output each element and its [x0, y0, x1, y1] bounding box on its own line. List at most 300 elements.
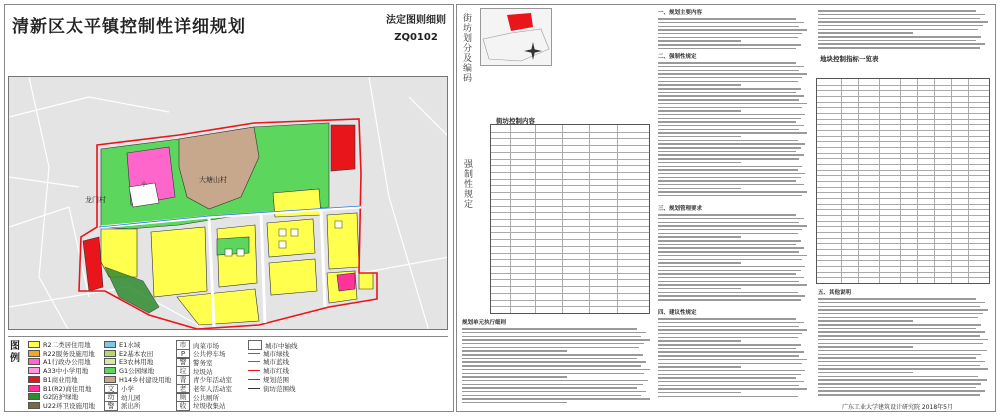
- table-row-line: [817, 272, 989, 273]
- map-legend: [8, 336, 448, 411]
- text-line: [658, 84, 741, 85]
- text-line: [658, 374, 801, 375]
- table-row-line: [817, 255, 989, 256]
- table-row-line: [817, 277, 989, 278]
- text-line: [658, 77, 802, 78]
- text-line: [462, 354, 643, 355]
- text-line: [818, 14, 985, 15]
- subtitle-box: [385, 12, 447, 46]
- text-block-top-right: [818, 8, 990, 50]
- legend-label: H14乡村建设用地: [119, 375, 172, 384]
- key-map-highlight: [507, 13, 533, 31]
- legend-symbol-icon: 警: [104, 401, 118, 411]
- table-row-line: [491, 286, 649, 287]
- text-line: [818, 365, 980, 366]
- text-line: [658, 33, 802, 34]
- text-line: [658, 273, 796, 274]
- table-row-line: [817, 181, 989, 182]
- text-line: [658, 370, 805, 371]
- table-row-line: [491, 145, 649, 146]
- text-line: [658, 292, 798, 293]
- text-line: [658, 48, 796, 49]
- text-line: [658, 140, 798, 141]
- text-line: [818, 368, 988, 369]
- legend-swatch: [28, 367, 40, 374]
- table-row-line: [491, 253, 649, 254]
- text-line: [818, 306, 980, 307]
- legend-label: 城市红线: [263, 367, 289, 376]
- legend-swatch: [28, 402, 40, 409]
- right-table-title: 地块控制指标一览表: [820, 55, 879, 63]
- text-line: [658, 344, 801, 345]
- text-line: [658, 225, 807, 226]
- legend-label: G1公园绿地: [119, 367, 155, 376]
- text-line: [658, 99, 799, 100]
- text-line: [818, 328, 976, 329]
- legend-label: E1水域: [119, 341, 141, 349]
- table-row-line: [491, 138, 649, 139]
- table-col-line: [510, 125, 511, 313]
- legend-item: [176, 401, 226, 411]
- legend-swatch: [28, 350, 40, 357]
- text-line: [818, 309, 988, 310]
- legend-label: R22服务设施用地: [43, 349, 95, 358]
- text-line: [818, 346, 913, 347]
- text-line: [658, 129, 799, 130]
- text-line: [658, 173, 805, 174]
- text-line: [818, 361, 985, 362]
- text-line: [462, 365, 641, 366]
- table-col-line: [951, 79, 952, 283]
- legend-title: 图例: [10, 341, 20, 364]
- table-row-line: [817, 260, 989, 261]
- table-row-line: [491, 226, 649, 227]
- table-row-line: [817, 119, 989, 120]
- text-line: [818, 317, 978, 318]
- section-heading-2: 二、强制性规定: [658, 54, 697, 60]
- legend-item: [248, 357, 289, 366]
- legend-swatch: [28, 393, 40, 400]
- legend-item: [28, 401, 95, 410]
- text-line: [658, 177, 801, 178]
- text-line: [658, 125, 804, 126]
- text-line: [658, 88, 801, 89]
- symbol-kindergarten-icon: [237, 249, 244, 256]
- text-line: [818, 354, 981, 355]
- symbol-market-icon: [279, 229, 286, 236]
- legend-label: E3农林用地: [119, 358, 154, 367]
- legend-label: R2二类居住用地: [43, 341, 91, 349]
- text-line: [818, 21, 988, 22]
- text-line: [818, 324, 981, 325]
- legend-swatch: [28, 376, 40, 383]
- land-use-map: [8, 76, 448, 330]
- legend-label: 派出所: [121, 402, 141, 411]
- legend-label: A33中小学用地: [43, 367, 89, 376]
- legend-item: [248, 375, 289, 384]
- text-line: [462, 336, 641, 337]
- table-row-line: [491, 165, 649, 166]
- text-line: [658, 222, 799, 223]
- table-row-line: [817, 141, 989, 142]
- text-line: [462, 328, 637, 329]
- legend-item: [28, 366, 88, 375]
- legend-label: 街坊范围线: [263, 384, 296, 393]
- legend-symbol-icon: 厕: [176, 392, 190, 402]
- text-line: [818, 390, 985, 391]
- table-col-line: [900, 79, 901, 283]
- text-line: [462, 361, 646, 362]
- legend-label: 城市中轴线: [265, 341, 298, 350]
- parcel-residential-5: [327, 213, 359, 269]
- table-col-line: [841, 79, 842, 283]
- subtitle-line-1: 法定图则细则: [386, 15, 446, 26]
- legend-line: [248, 361, 260, 362]
- legend-label: 城市绿线: [263, 349, 289, 358]
- legend-item: [248, 384, 296, 393]
- symbol-parking-icon: [291, 229, 298, 236]
- parcel-residential-4: [267, 219, 315, 257]
- subtitle-code: ZQ0102: [394, 32, 438, 43]
- text-line: [462, 343, 644, 344]
- text-line: [818, 331, 985, 332]
- table-row-line: [817, 107, 989, 108]
- text-line: [658, 333, 802, 334]
- legend-swatch: [104, 341, 116, 348]
- text-line: [818, 383, 981, 384]
- map-svg: [9, 77, 448, 330]
- section-heading-1: 一、规划主要内容: [658, 10, 703, 16]
- text-line: [658, 22, 804, 23]
- text-line: [818, 32, 913, 33]
- table-row-line: [491, 300, 649, 301]
- table-row-line: [491, 219, 649, 220]
- legend-symbol-icon: 垃: [176, 366, 190, 376]
- legend-swatch: [104, 350, 116, 357]
- section-heading-4: 四、建议性规定: [658, 310, 697, 316]
- table-row-line: [491, 306, 649, 307]
- table-row-line: [491, 212, 649, 213]
- text-line: [658, 154, 804, 155]
- legend-symbol-icon: 老: [176, 384, 190, 394]
- text-line: [658, 166, 802, 167]
- table-row-line: [817, 209, 989, 210]
- text-line: [658, 40, 741, 41]
- text-line: [658, 326, 799, 327]
- table-row-line: [491, 179, 649, 180]
- legend-swatch: [104, 376, 116, 383]
- lower-text-block: [462, 326, 652, 406]
- legend-item: [248, 366, 289, 375]
- legend-item: [104, 375, 171, 384]
- text-line: [658, 92, 796, 93]
- legend-label: B1(R2)商住用地: [43, 384, 92, 393]
- text-line: [818, 302, 985, 303]
- text-line: [462, 332, 646, 333]
- text-line: [658, 121, 796, 122]
- table-row-line: [817, 204, 989, 205]
- legend-label: 垃圾站: [193, 367, 213, 376]
- legend-line: [248, 353, 260, 354]
- legend-label: B1商业用地: [43, 375, 78, 384]
- table-row-line: [491, 259, 649, 260]
- legend-label: 老年人活动室: [193, 385, 232, 393]
- table-row-line: [817, 158, 989, 159]
- legend-item: [28, 340, 91, 349]
- table-row-line: [491, 232, 649, 233]
- legend-label: A1行政办公用地: [43, 358, 91, 367]
- text-block-1: [658, 16, 808, 50]
- table-row-line: [817, 153, 989, 154]
- legend-swatch: [28, 341, 40, 348]
- text-line: [658, 281, 799, 282]
- text-line: [658, 95, 804, 96]
- legend-item: [104, 366, 154, 375]
- text-line: [658, 340, 741, 341]
- footer-credit: 广东工业大学建筑设计研究院 2018年5月: [842, 404, 953, 411]
- text-line: [658, 162, 741, 163]
- text-line: [818, 43, 985, 44]
- text-line: [658, 110, 741, 111]
- text-line: [658, 151, 796, 152]
- table-row-line: [817, 243, 989, 244]
- page-title: 清新区太平镇控制性详细规划: [12, 17, 246, 37]
- table-col-line: [562, 125, 563, 313]
- text-line: [818, 387, 976, 388]
- table-row-line: [491, 279, 649, 280]
- table-col-line: [879, 79, 880, 283]
- table-row-line: [817, 147, 989, 148]
- legend-item: [28, 392, 78, 401]
- legend-label: U22环卫设施用地: [43, 401, 96, 410]
- table-row-line: [817, 198, 989, 199]
- legend-swatch: [104, 358, 116, 365]
- table-row-line: [817, 238, 989, 239]
- text-line: [462, 398, 650, 399]
- text-line: [462, 339, 650, 340]
- text-line: [818, 335, 980, 336]
- text-line: [462, 395, 641, 396]
- text-line: [658, 229, 802, 230]
- text-line: [658, 114, 805, 115]
- legend-label: 垃圾收集站: [193, 402, 226, 411]
- text-line: [658, 363, 802, 364]
- text-line: [658, 18, 796, 19]
- control-table-title: 街坊控制内容: [496, 117, 535, 125]
- legend-swatch: [28, 358, 40, 365]
- text-line: [658, 136, 741, 137]
- table-row-line: [817, 192, 989, 193]
- control-table: [490, 124, 650, 314]
- text-line: [658, 73, 807, 74]
- text-line: [462, 350, 567, 351]
- legend-label: 青少年活动室: [193, 376, 232, 385]
- text-line: [462, 380, 648, 381]
- legend-swatch: [28, 385, 40, 392]
- legend-item: [104, 357, 153, 366]
- text-line: [658, 188, 741, 189]
- text-line: [658, 277, 804, 278]
- text-line: [818, 47, 980, 48]
- text-line: [658, 118, 801, 119]
- symbol-police-icon: [279, 241, 286, 248]
- table-row-line: [817, 124, 989, 125]
- table-row-line: [817, 215, 989, 216]
- legend-line: [248, 370, 260, 371]
- text-line: [658, 295, 805, 296]
- legend-item: [104, 401, 141, 411]
- text-line: [658, 255, 807, 256]
- legend-label: 小学: [121, 385, 134, 393]
- table-row-line: [491, 293, 649, 294]
- text-line: [658, 132, 807, 133]
- legend-label: 幼儿园: [121, 393, 141, 402]
- table-row-line: [817, 170, 989, 171]
- table-row-line: [817, 164, 989, 165]
- text-line: [462, 391, 646, 392]
- text-line: [658, 270, 801, 271]
- text-line: [658, 299, 801, 300]
- legend-item: [248, 349, 289, 358]
- table-col-line: [535, 125, 536, 313]
- legend-symbol-icon: 幼: [104, 392, 118, 402]
- table-row-line: [817, 85, 989, 86]
- text-line: [818, 298, 976, 299]
- text-line: [658, 107, 802, 108]
- table-row-line: [817, 90, 989, 91]
- text-line: [818, 36, 981, 37]
- table-row-line: [491, 159, 649, 160]
- table-row-line: [817, 175, 989, 176]
- legend-item: [28, 357, 91, 366]
- legend-symbol-icon: 市: [176, 340, 190, 350]
- text-line: [818, 320, 913, 321]
- text-line: [462, 373, 644, 374]
- table-row-line: [817, 249, 989, 250]
- text-line: [658, 381, 804, 382]
- text-line: [658, 329, 807, 330]
- text-line: [658, 180, 796, 181]
- table-col-line: [589, 125, 590, 313]
- text-line: [818, 313, 983, 314]
- text-line: [818, 357, 976, 358]
- table-row-line: [817, 130, 989, 131]
- text-line: [658, 322, 804, 323]
- parcel-residential-10: [359, 273, 373, 289]
- legend-symbol-icon: P: [176, 349, 190, 359]
- legend-item: [28, 375, 78, 384]
- table-row-line: [817, 96, 989, 97]
- legend-symbol-icon: 收: [176, 401, 190, 411]
- text-line: [658, 37, 798, 38]
- text-line: [658, 377, 796, 378]
- table-row-line: [817, 226, 989, 227]
- map-label-park: 小: [141, 181, 148, 188]
- text-line: [658, 247, 804, 248]
- table-col-line: [968, 79, 969, 283]
- text-line: [462, 347, 639, 348]
- parcel-mixed-use: [337, 273, 355, 291]
- text-line: [818, 40, 976, 41]
- legend-line: [248, 379, 260, 380]
- text-line: [658, 385, 799, 386]
- legend-label: 公共停车场: [193, 350, 226, 359]
- table-col-line: [934, 79, 935, 283]
- table-row-line: [491, 152, 649, 153]
- text-line: [658, 262, 741, 263]
- legend-label: 公共厕所: [193, 393, 219, 402]
- table-col-line: [858, 79, 859, 283]
- text-line: [658, 251, 799, 252]
- text-line: [818, 379, 987, 380]
- text-line: [462, 384, 643, 385]
- text-line: [658, 388, 807, 389]
- section-heading-lower: 规划单元执行细则: [462, 320, 507, 326]
- text-line: [658, 103, 807, 104]
- parcel-residential-6: [269, 259, 317, 295]
- legend-item: [28, 349, 95, 358]
- text-line: [818, 376, 978, 377]
- text-line: [462, 376, 567, 377]
- text-line: [658, 184, 804, 185]
- legend-label: 警务室: [193, 358, 213, 367]
- text-line: [658, 62, 796, 63]
- legend-line: [248, 388, 260, 389]
- text-line: [818, 18, 980, 19]
- text-line: [658, 81, 798, 82]
- text-line: [658, 318, 796, 319]
- text-line: [658, 396, 798, 397]
- section-heading-3: 三、规划管理要求: [658, 206, 703, 212]
- text-line: [462, 358, 637, 359]
- section-heading-5: 五、其他说明: [818, 290, 852, 296]
- table-row-line: [491, 185, 649, 186]
- text-line: [658, 195, 802, 196]
- text-line: [658, 266, 805, 267]
- table-row-line: [491, 239, 649, 240]
- text-line: [462, 369, 650, 370]
- legend-label: 规划范围: [263, 375, 289, 384]
- legend-item: [104, 349, 153, 358]
- text-line: [462, 387, 637, 388]
- table-row-line: [491, 192, 649, 193]
- text-line: [818, 343, 983, 344]
- legend-label: G2防护绿地: [43, 393, 79, 402]
- text-line: [658, 147, 801, 148]
- legend-swatch: [104, 367, 116, 374]
- text-line: [658, 355, 799, 356]
- table-row-line: [817, 102, 989, 103]
- text-line: [658, 348, 796, 349]
- table-row-line: [817, 187, 989, 188]
- table-row-line: [491, 273, 649, 274]
- text-line: [818, 339, 988, 340]
- text-line: [818, 25, 983, 26]
- symbol-toilet-icon: [335, 221, 342, 228]
- text-block-4: [658, 316, 808, 400]
- legend-label: 肉菜市场: [193, 341, 219, 350]
- legend-item: [104, 340, 140, 349]
- text-line: [818, 350, 987, 351]
- text-line: [658, 218, 804, 219]
- table-row-line: [817, 232, 989, 233]
- table-row-line: [817, 221, 989, 222]
- legend-symbol-icon: 警: [176, 357, 190, 367]
- text-block-notes: [818, 296, 990, 398]
- table-row-line: [817, 113, 989, 114]
- text-line: [658, 29, 807, 30]
- table-col-line: [617, 125, 618, 313]
